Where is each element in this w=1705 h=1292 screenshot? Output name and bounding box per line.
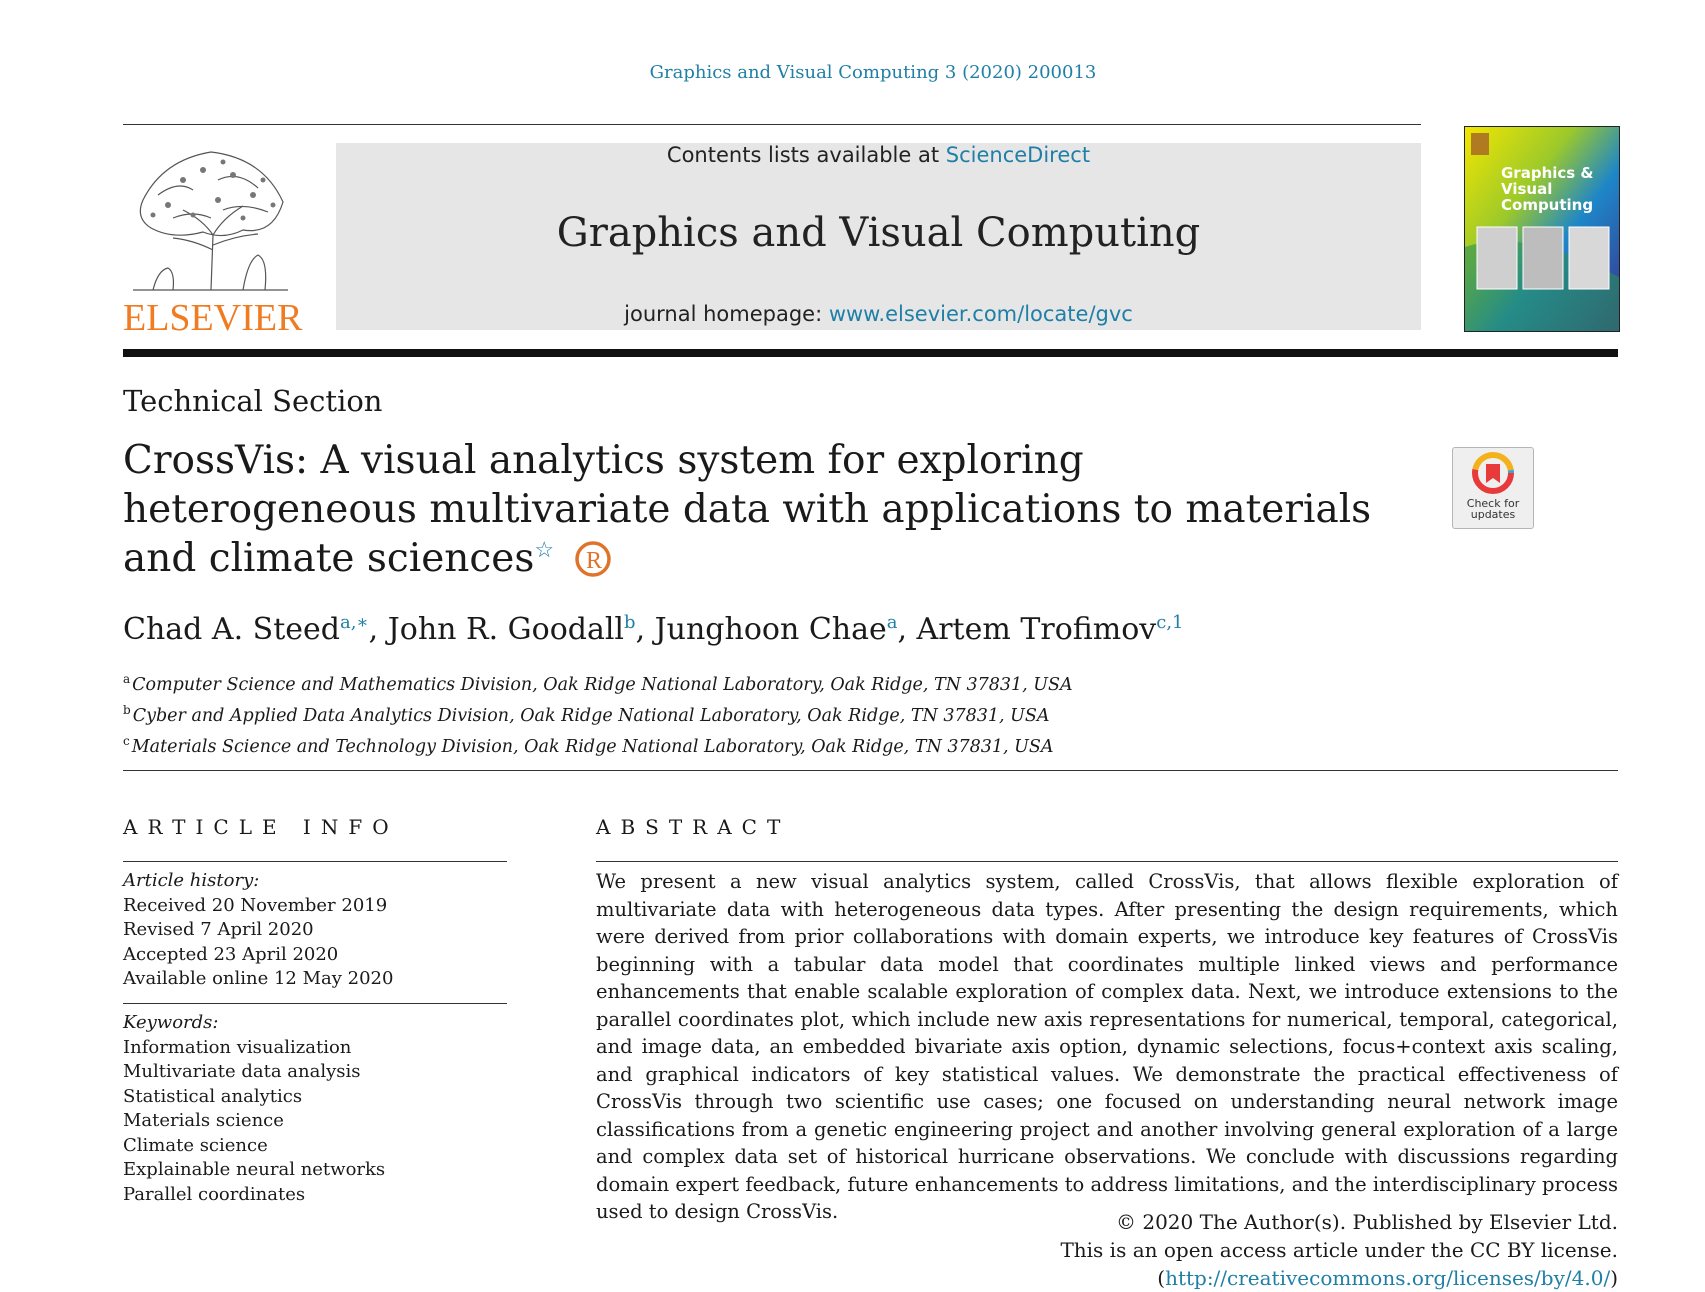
affiliation-key: b bbox=[123, 702, 131, 717]
open-access-text: This is an open access article under the CC BY license. ( bbox=[1060, 1238, 1618, 1290]
svg-text:R: R bbox=[585, 548, 602, 574]
keywords-list bbox=[123, 1011, 385, 1207]
keyword-item: Information visualization bbox=[123, 1036, 352, 1058]
affiliation-text: Materials Science and Technology Division, Oak Ridge National Laboratory, Oak Ridge, TN 37831, USA bbox=[131, 736, 1054, 757]
title-footnote-mark[interactable]: ☆ bbox=[534, 538, 555, 563]
article-info-rule bbox=[123, 861, 507, 862]
check-updates-icon bbox=[1453, 450, 1533, 498]
article-title bbox=[123, 436, 1373, 583]
tree-icon bbox=[123, 140, 298, 300]
affiliation-key: a bbox=[123, 672, 131, 686]
article-title-text: CrossVis: A visual analytics system for exploring heterogeneous multivariate data with applications to materials and climate sciences bbox=[123, 438, 1372, 581]
keywords-rule bbox=[123, 1003, 507, 1004]
article-info-heading: ARTICLE INFO bbox=[123, 815, 399, 839]
contents-line bbox=[336, 143, 1421, 167]
author-affil-mark[interactable]: b bbox=[624, 612, 636, 633]
keywords-label: Keywords: bbox=[123, 1012, 219, 1033]
header-thick-rule bbox=[123, 349, 1618, 357]
keyword-item: Explainable neural networks bbox=[123, 1159, 386, 1180]
affiliation-key: c bbox=[123, 733, 130, 748]
affiliation-text: Computer Science and Mathematics Division, Oak Ridge National Laboratory, Oak Ridge, TN 37831, USA bbox=[132, 674, 1073, 695]
license-suffix: ) bbox=[1610, 1266, 1618, 1290]
abstract-heading: ABSTRACT bbox=[596, 815, 791, 839]
author-name[interactable]: Artem Trofimov bbox=[916, 612, 1157, 647]
copyright-line: © 2020 The Author(s). Published by Elsevier Ltd. bbox=[1115, 1210, 1618, 1234]
keyword-item: Statistical analytics bbox=[123, 1085, 303, 1107]
affiliation-item bbox=[123, 667, 1073, 698]
history-item: Received 20 November 2019 bbox=[123, 894, 388, 916]
history-item: Accepted 23 April 2020 bbox=[123, 943, 339, 965]
affiliation-item bbox=[123, 698, 1073, 729]
author-list: Chad A. Steed$^{a,∗}$, John R. Goodall$^b$, Junghoon Chae$^a$, Artem Trofimov$^{c,1}$ bbox=[123, 612, 1184, 647]
research-data-icon[interactable] bbox=[571, 539, 617, 579]
homepage-line bbox=[336, 302, 1421, 326]
homepage-link[interactable]: www.elsevier.com/locate/gvc bbox=[828, 302, 1133, 326]
cover-title: Graphics & Visual Computing bbox=[1501, 164, 1594, 214]
keyword-item: Multivariate data analysis bbox=[123, 1061, 361, 1082]
author-name[interactable]: John R. Goodall bbox=[387, 612, 625, 647]
keyword-item: Materials science bbox=[123, 1110, 284, 1131]
elsevier-wordmark: ELSEVIER bbox=[123, 297, 303, 339]
license-block bbox=[596, 1208, 1618, 1292]
journal-citation[interactable]: Graphics and Visual Computing 3 (2020) 200013 bbox=[649, 62, 1097, 83]
keyword-item: Climate science bbox=[123, 1134, 268, 1156]
homepage-prefix: journal homepage: bbox=[624, 302, 829, 326]
check-updates-label: Check for updates bbox=[1466, 497, 1520, 521]
keyword-item: Parallel coordinates bbox=[123, 1183, 306, 1205]
author-affil-mark[interactable]: a,∗ bbox=[339, 612, 369, 633]
author-name[interactable]: Junghoon Chae bbox=[654, 612, 887, 647]
contents-prefix: Contents lists available at bbox=[666, 143, 946, 167]
open-access-line bbox=[596, 1236, 1618, 1292]
affiliation-text: Cyber and Applied Data Analytics Division, Oak Ridge National Laboratory, Oak Ridge, TN 37831, USA bbox=[132, 705, 1050, 726]
affiliations bbox=[123, 667, 1073, 759]
cover-artwork-icon bbox=[1465, 127, 1619, 331]
abstract-text: We present a new visual analytics system, called CrossVis, that allows flexible exploration of multivariate data with heterogeneous data types. After presenting the design requirements, which were derived from prior collaborations with domain experts, we introduce key features of CrossVis beginning with a tabular data model that coordinates multiple linked views and performance enhancements that enable scalable exploration of complex data. Next, we introduce extensions to the parallel coordinates plot, which include new axis representations for numerical, temporal, categorical, and image data, an embedded bivariate axis option, dynamic selections, focus+context axis scaling, and graphical indicators of key statistical values. We demonstrate the practical effectiveness of CrossVis through two scientific use cases; one focused on understanding neural network image classifications from a genetic engineering project and another involving general exploration of a large and complex data set of historical hurricane observations. We conclude with discussions regarding domain expert feedback, future enhancements to address limitations, and the interdisciplinary process used to design CrossVis. bbox=[596, 870, 1618, 1223]
license-link[interactable]: http://creativecommons.org/licenses/by/4.0/ bbox=[1165, 1266, 1611, 1290]
history-item: Available online 12 May 2020 bbox=[123, 968, 394, 989]
abstract-rule bbox=[596, 861, 1618, 862]
section-label: Technical Section bbox=[123, 384, 383, 418]
journal-cover[interactable] bbox=[1464, 126, 1620, 332]
history-label: Article history: bbox=[123, 870, 260, 891]
journal-title: Graphics and Visual Computing bbox=[556, 210, 1201, 256]
divider-rule bbox=[123, 770, 1618, 771]
article-history bbox=[123, 869, 393, 992]
sciencedirect-link[interactable]: ScienceDirect bbox=[945, 143, 1091, 167]
history-item: Revised 7 April 2020 bbox=[123, 919, 314, 940]
author-affil-mark[interactable]: a bbox=[886, 612, 898, 633]
author-affil-mark[interactable]: c,1 bbox=[1156, 612, 1184, 633]
author-name[interactable]: Chad A. Steed bbox=[123, 612, 340, 647]
check-for-updates-badge[interactable] bbox=[1452, 447, 1534, 529]
affiliation-item bbox=[123, 729, 1073, 760]
header-top-rule bbox=[123, 124, 1421, 125]
